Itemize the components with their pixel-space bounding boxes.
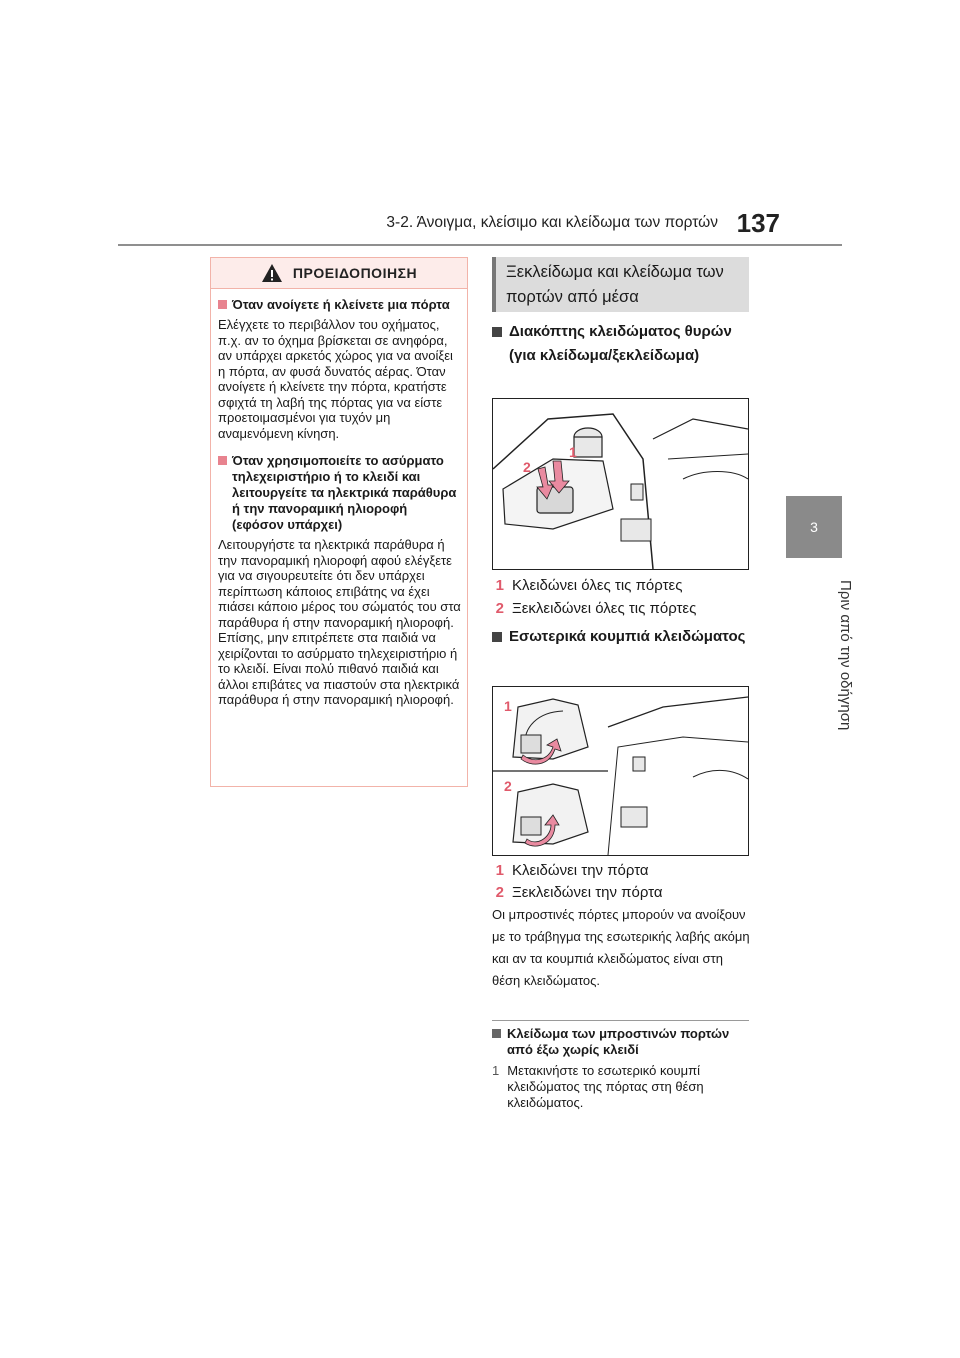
subheading-door-lock-switch: Διακόπτης κλειδώματος θυρών (για κλείδωμα/ξεκλείδωμα)	[492, 320, 752, 368]
warning-triangle-icon	[261, 263, 283, 283]
subheading-inside-lock-buttons: Εσωτερικά κουμπιά κλειδώματος	[492, 625, 752, 649]
figure-label-1: 1	[569, 444, 577, 460]
section-title: Ξεκλείδωμα και κλείδωμα των πορτών από μέσα	[492, 257, 749, 312]
figure-label-2: 2	[504, 778, 512, 794]
warning-subheading: Όταν ανοίγετε ή κλείνετε μια πόρτα	[218, 297, 461, 313]
warning-title: ΠΡΟΕΙΔΟΠΟΙΗΣΗ	[292, 265, 418, 281]
square-bullet-icon	[492, 632, 502, 642]
section-divider	[492, 1020, 749, 1021]
figure-label-2: 2	[523, 459, 531, 475]
inside-lock-button-drawing	[493, 687, 748, 855]
step-item: 1 Κλειδώνει την πόρτα	[495, 862, 649, 879]
running-header: 3-2. Άνοιγμα, κλείσιμο και κλείδωμα των πορτών	[386, 214, 718, 231]
figure-label-1: 1	[504, 698, 512, 714]
warning-text: Ελέγχετε το περιβάλλον του οχήματος, π.χ. αν το όχημα βρίσκεται σε ανηφόρα, αν υπάρχει αρκετός χώρος για να ανοίξει η πόρτα, αν φυσά δυνατός αέρας. Όταν ανοίγετε ή κλείνετε την πόρτα, κρατήστε σφιχτά τη λαβή της πόρτας για να είστε προετοιμασμένοι για τυχόν μη αναμενόμενη κίνηση.	[218, 317, 453, 441]
square-bullet-icon	[492, 1029, 501, 1038]
warning-header	[211, 258, 467, 289]
header-divider	[118, 244, 842, 246]
door-lock-switch-illustration	[492, 398, 749, 570]
square-bullet-icon	[218, 300, 227, 309]
chapter-tab: 3	[786, 496, 842, 558]
step-item: 1 Κλειδώνει όλες τις πόρτες	[495, 577, 683, 594]
inside-lock-button-illustration	[492, 686, 749, 856]
square-bullet-icon	[492, 327, 502, 337]
square-bullet-icon	[218, 456, 227, 465]
warning-text: Λειτουργήστε τα ηλεκτρικά παράθυρα ή την πανοραμική ηλιοροφή αφού ελέγξετε για να σιγουρευτείτε ότι δεν υπάρχει περίπτωση κάποιος επιβάτης να έχει πιάσει κάποιο μέρος του σώματός του στα παράθυρα ή στην πανοραμική ηλιοροφή. Επίσης, μην επιτρέπετε στα παιδιά να χειρίζονται το ασύρματο τηλεχειριστήριο ή το κλειδί. Είναι πολύ πιθανό παιδιά και άλλοι επιβάτες να πιαστούν στα ηλεκτρικά παράθυρα ή στην πανοραμική ηλιοροφή.	[218, 537, 461, 707]
page-number: 137	[736, 208, 780, 238]
warning-subheading: Όταν χρησιμοποιείτε το ασύρματο τηλεχειριστήριο ή το κλειδί και λειτουργείτε τα ηλεκτρικά παράθυρα ή την πανοραμική ηλιοροφή (εφόσον υπάρχει)	[218, 453, 461, 533]
step-item: 1 Μετακινήστε το εσωτερικό κουμπί κλειδώματος της πόρτας στη θέση κλειδώματος.	[492, 1063, 704, 1110]
warning-box	[210, 257, 468, 787]
step-item: 2 Ξεκλειδώνει την πόρτα	[495, 884, 663, 901]
note-paragraph: Οι μπροστινές πόρτες μπορούν να ανοίξουν με το τράβηγμα της εσωτερικής λαβής ακόμη και αν τα κουμπιά κλειδώματος είναι στη θέση κλειδώματος.	[492, 907, 750, 988]
door-lock-switch-drawing	[493, 399, 748, 569]
chapter-label: Πριν από την οδήγηση	[837, 579, 854, 731]
step-item: 2 Ξεκλειδώνει όλες τις πόρτες	[495, 600, 697, 617]
subheading-lock-without-key: Κλείδωμα των μπροστινών πορτών από έξω χωρίς κλειδί	[492, 1026, 750, 1058]
